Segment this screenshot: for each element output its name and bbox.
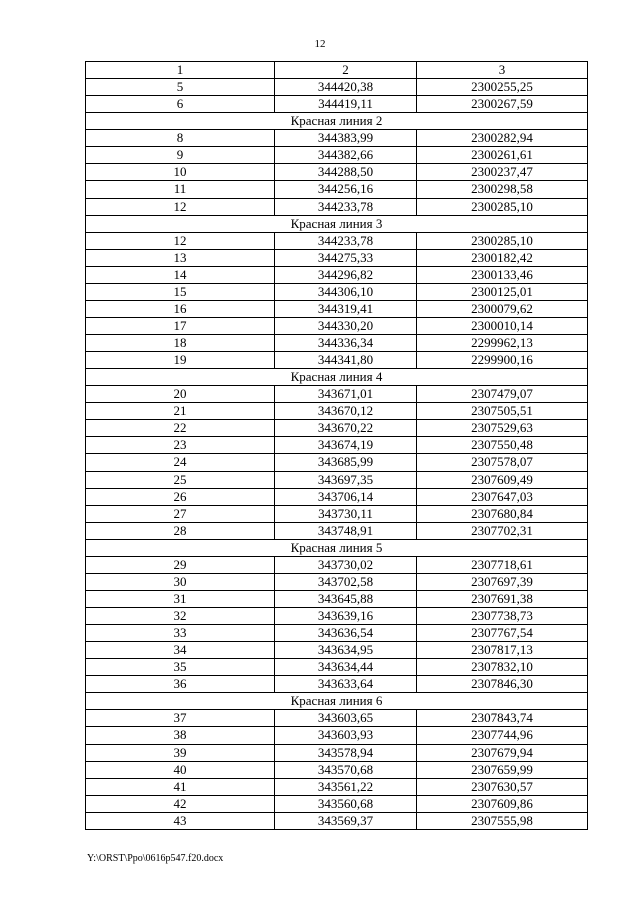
table-row xyxy=(86,488,588,505)
x-coordinate-cell: 343730,11 xyxy=(275,505,417,522)
y-coordinate-cell: 2307647,03 xyxy=(417,488,588,505)
table-row xyxy=(86,590,588,607)
x-coordinate-cell: 344233,78 xyxy=(275,232,417,249)
table-row xyxy=(86,335,588,352)
y-coordinate-cell: 2307767,54 xyxy=(417,625,588,642)
section-title: Красная линия 2 xyxy=(86,113,588,130)
y-coordinate-cell: 2307691,38 xyxy=(417,590,588,607)
table-row xyxy=(86,403,588,420)
table-row xyxy=(86,471,588,488)
section-title: Красная линия 6 xyxy=(86,693,588,710)
y-coordinate-cell: 2300182,42 xyxy=(417,249,588,266)
x-coordinate-cell: 344319,41 xyxy=(275,300,417,317)
table-row xyxy=(86,727,588,744)
point-number-cell: 18 xyxy=(86,335,275,352)
table-row xyxy=(86,642,588,659)
x-coordinate-cell: 343603,93 xyxy=(275,727,417,744)
table-row xyxy=(86,317,588,334)
table-row xyxy=(86,710,588,727)
table-row xyxy=(86,608,588,625)
y-coordinate-cell: 2307555,98 xyxy=(417,812,588,829)
point-number-cell: 27 xyxy=(86,505,275,522)
y-coordinate-cell: 2307697,39 xyxy=(417,573,588,590)
x-coordinate-cell: 344420,38 xyxy=(275,79,417,96)
y-coordinate-cell: 2307659,99 xyxy=(417,761,588,778)
point-number-cell: 29 xyxy=(86,556,275,573)
y-coordinate-cell: 2300133,46 xyxy=(417,266,588,283)
point-number-cell: 21 xyxy=(86,403,275,420)
x-coordinate-cell: 344288,50 xyxy=(275,164,417,181)
x-coordinate-cell: 343702,58 xyxy=(275,573,417,590)
point-number-cell: 12 xyxy=(86,232,275,249)
x-coordinate-cell: 344341,80 xyxy=(275,352,417,369)
x-coordinate-cell: 344336,34 xyxy=(275,335,417,352)
table-row xyxy=(86,130,588,147)
x-coordinate-cell: 343569,37 xyxy=(275,812,417,829)
table-row xyxy=(86,164,588,181)
y-coordinate-cell: 2300125,01 xyxy=(417,283,588,300)
x-coordinate-cell: 343561,22 xyxy=(275,778,417,795)
y-coordinate-cell: 2300285,10 xyxy=(417,232,588,249)
footer-file-path: Y:\ORST\Ppo\0616p547.f20.docx xyxy=(87,853,224,864)
x-coordinate-cell: 344419,11 xyxy=(275,96,417,113)
y-coordinate-cell: 2307744,96 xyxy=(417,727,588,744)
table-row xyxy=(86,79,588,96)
y-coordinate-cell: 2300282,94 xyxy=(417,130,588,147)
table-row xyxy=(86,778,588,795)
point-number-cell: 10 xyxy=(86,164,275,181)
point-number-cell: 28 xyxy=(86,522,275,539)
page-number: 12 xyxy=(314,38,326,50)
y-coordinate-cell: 2300285,10 xyxy=(417,198,588,215)
y-coordinate-cell: 2307479,07 xyxy=(417,386,588,403)
point-number-cell: 42 xyxy=(86,795,275,812)
x-coordinate-cell: 343636,54 xyxy=(275,625,417,642)
table-row xyxy=(86,266,588,283)
x-coordinate-cell: 343639,16 xyxy=(275,608,417,625)
x-coordinate-cell: 343685,99 xyxy=(275,454,417,471)
point-number-cell: 32 xyxy=(86,608,275,625)
point-number-cell: 41 xyxy=(86,778,275,795)
x-coordinate-cell: 343748,91 xyxy=(275,522,417,539)
section-row xyxy=(86,113,588,130)
y-coordinate-cell: 2307702,31 xyxy=(417,522,588,539)
section-title: Красная линия 5 xyxy=(86,539,588,556)
y-coordinate-cell: 2299962,13 xyxy=(417,335,588,352)
x-coordinate-cell: 343578,94 xyxy=(275,744,417,761)
x-coordinate-cell: 344330,20 xyxy=(275,317,417,334)
point-number-cell: 8 xyxy=(86,130,275,147)
x-coordinate-cell: 344275,33 xyxy=(275,249,417,266)
table-row xyxy=(86,352,588,369)
table-row xyxy=(86,676,588,693)
point-number-cell: 40 xyxy=(86,761,275,778)
coordinates-table xyxy=(85,61,588,830)
header-cell-1: 1 xyxy=(86,62,275,79)
point-number-cell: 23 xyxy=(86,437,275,454)
x-coordinate-cell: 343671,01 xyxy=(275,386,417,403)
table-row xyxy=(86,505,588,522)
point-number-cell: 34 xyxy=(86,642,275,659)
x-coordinate-cell: 343634,44 xyxy=(275,659,417,676)
y-coordinate-cell: 2300237,47 xyxy=(417,164,588,181)
point-number-cell: 11 xyxy=(86,181,275,198)
table-row xyxy=(86,386,588,403)
header-cell-3: 3 xyxy=(417,62,588,79)
x-coordinate-cell: 343670,22 xyxy=(275,420,417,437)
table-row xyxy=(86,659,588,676)
y-coordinate-cell: 2307718,61 xyxy=(417,556,588,573)
y-coordinate-cell: 2300010,14 xyxy=(417,317,588,334)
y-coordinate-cell: 2300079,62 xyxy=(417,300,588,317)
table-row xyxy=(86,96,588,113)
table-row xyxy=(86,812,588,829)
point-number-cell: 24 xyxy=(86,454,275,471)
point-number-cell: 36 xyxy=(86,676,275,693)
point-number-cell: 37 xyxy=(86,710,275,727)
section-row xyxy=(86,215,588,232)
y-coordinate-cell: 2307529,63 xyxy=(417,420,588,437)
x-coordinate-cell: 344256,16 xyxy=(275,181,417,198)
x-coordinate-cell: 344233,78 xyxy=(275,198,417,215)
table-row xyxy=(86,300,588,317)
y-coordinate-cell: 2307679,94 xyxy=(417,744,588,761)
table-row xyxy=(86,147,588,164)
point-number-cell: 39 xyxy=(86,744,275,761)
table-row xyxy=(86,795,588,812)
point-number-cell: 35 xyxy=(86,659,275,676)
table-row xyxy=(86,181,588,198)
x-coordinate-cell: 343706,14 xyxy=(275,488,417,505)
y-coordinate-cell: 2300267,59 xyxy=(417,96,588,113)
coordinates-table-body xyxy=(86,62,588,830)
point-number-cell: 30 xyxy=(86,573,275,590)
y-coordinate-cell: 2307505,51 xyxy=(417,403,588,420)
y-coordinate-cell: 2299900,16 xyxy=(417,352,588,369)
y-coordinate-cell: 2307843,74 xyxy=(417,710,588,727)
y-coordinate-cell: 2300261,61 xyxy=(417,147,588,164)
y-coordinate-cell: 2307817,13 xyxy=(417,642,588,659)
table-row xyxy=(86,573,588,590)
x-coordinate-cell: 343634,95 xyxy=(275,642,417,659)
x-coordinate-cell: 344296,82 xyxy=(275,266,417,283)
x-coordinate-cell: 343645,88 xyxy=(275,590,417,607)
y-coordinate-cell: 2307609,49 xyxy=(417,471,588,488)
point-number-cell: 20 xyxy=(86,386,275,403)
section-row xyxy=(86,369,588,386)
point-number-cell: 16 xyxy=(86,300,275,317)
y-coordinate-cell: 2307609,86 xyxy=(417,795,588,812)
table-row xyxy=(86,249,588,266)
table-row xyxy=(86,283,588,300)
y-coordinate-cell: 2307846,30 xyxy=(417,676,588,693)
point-number-cell: 12 xyxy=(86,198,275,215)
point-number-cell: 22 xyxy=(86,420,275,437)
x-coordinate-cell: 343603,65 xyxy=(275,710,417,727)
table-row xyxy=(86,761,588,778)
table-row xyxy=(86,744,588,761)
y-coordinate-cell: 2307832,10 xyxy=(417,659,588,676)
x-coordinate-cell: 343633,64 xyxy=(275,676,417,693)
coordinates-table-container xyxy=(85,61,587,830)
point-number-cell: 33 xyxy=(86,625,275,642)
y-coordinate-cell: 2300298,58 xyxy=(417,181,588,198)
point-number-cell: 25 xyxy=(86,471,275,488)
header-cell-2: 2 xyxy=(275,62,417,79)
table-row xyxy=(86,198,588,215)
table-row xyxy=(86,454,588,471)
table-row xyxy=(86,556,588,573)
table-row xyxy=(86,437,588,454)
point-number-cell: 5 xyxy=(86,79,275,96)
x-coordinate-cell: 343674,19 xyxy=(275,437,417,454)
point-number-cell: 43 xyxy=(86,812,275,829)
point-number-cell: 13 xyxy=(86,249,275,266)
y-coordinate-cell: 2300255,25 xyxy=(417,79,588,96)
x-coordinate-cell: 343697,35 xyxy=(275,471,417,488)
y-coordinate-cell: 2307578,07 xyxy=(417,454,588,471)
table-row xyxy=(86,420,588,437)
x-coordinate-cell: 344382,66 xyxy=(275,147,417,164)
table-row xyxy=(86,625,588,642)
point-number-cell: 38 xyxy=(86,727,275,744)
y-coordinate-cell: 2307550,48 xyxy=(417,437,588,454)
point-number-cell: 31 xyxy=(86,590,275,607)
y-coordinate-cell: 2307630,57 xyxy=(417,778,588,795)
point-number-cell: 26 xyxy=(86,488,275,505)
section-row xyxy=(86,693,588,710)
table-row xyxy=(86,232,588,249)
point-number-cell: 9 xyxy=(86,147,275,164)
point-number-cell: 14 xyxy=(86,266,275,283)
y-coordinate-cell: 2307680,84 xyxy=(417,505,588,522)
x-coordinate-cell: 343730,02 xyxy=(275,556,417,573)
section-title: Красная линия 4 xyxy=(86,369,588,386)
section-row xyxy=(86,539,588,556)
point-number-cell: 17 xyxy=(86,317,275,334)
point-number-cell: 19 xyxy=(86,352,275,369)
x-coordinate-cell: 343670,12 xyxy=(275,403,417,420)
x-coordinate-cell: 343570,68 xyxy=(275,761,417,778)
point-number-cell: 15 xyxy=(86,283,275,300)
section-title: Красная линия 3 xyxy=(86,215,588,232)
table-row xyxy=(86,522,588,539)
x-coordinate-cell: 344383,99 xyxy=(275,130,417,147)
point-number-cell: 6 xyxy=(86,96,275,113)
x-coordinate-cell: 343560,68 xyxy=(275,795,417,812)
y-coordinate-cell: 2307738,73 xyxy=(417,608,588,625)
x-coordinate-cell: 344306,10 xyxy=(275,283,417,300)
table-header-row xyxy=(86,62,588,79)
